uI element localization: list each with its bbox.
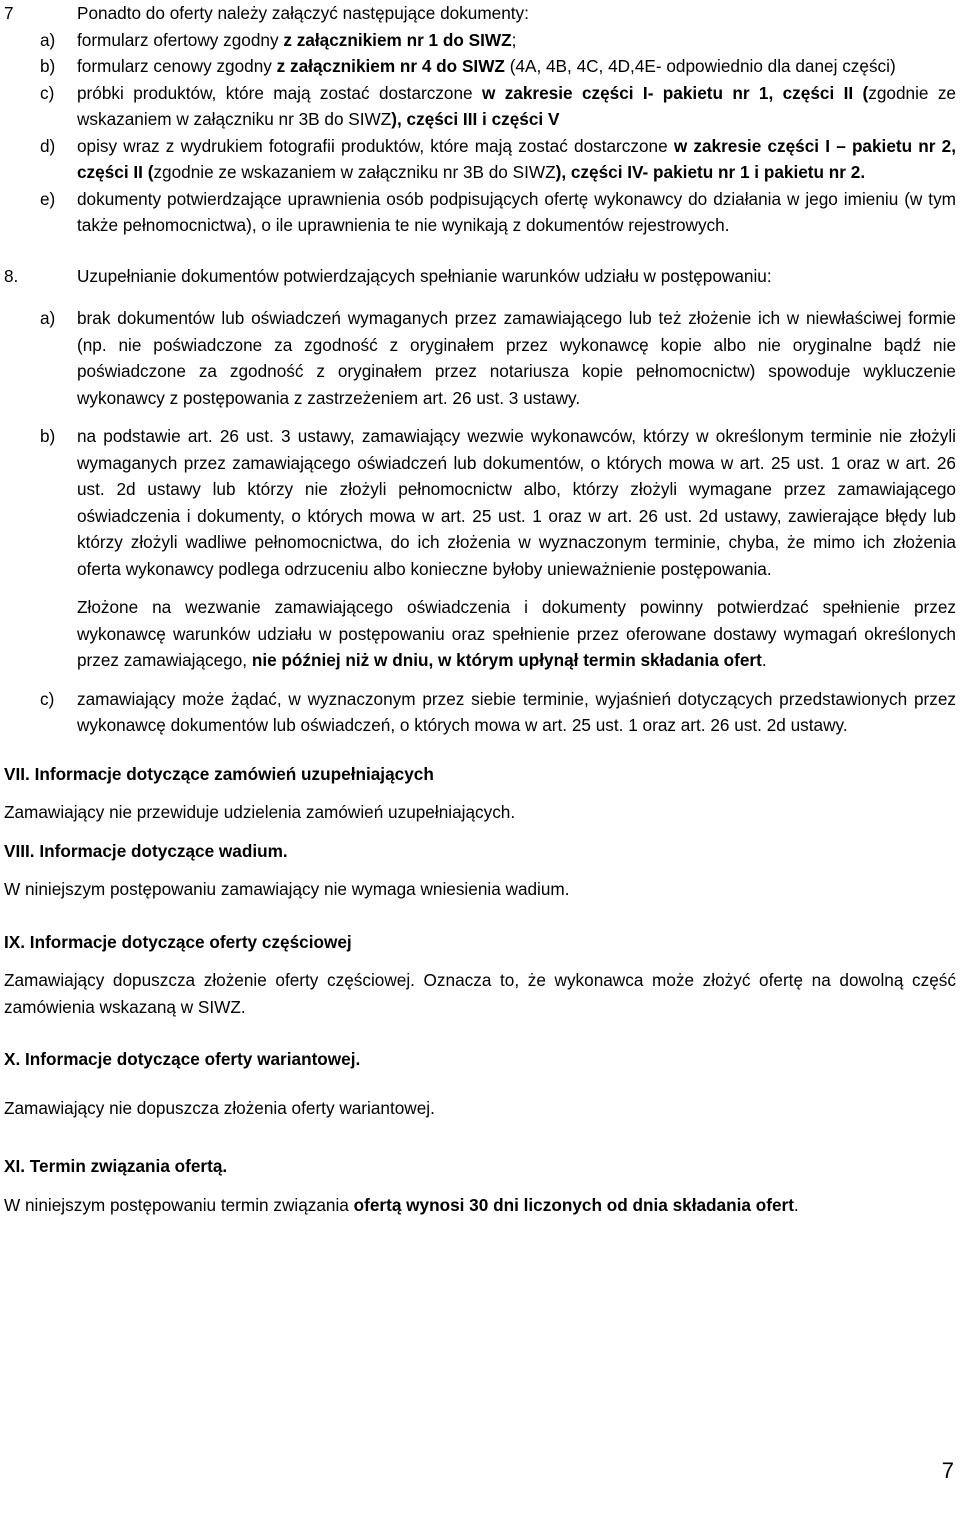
list-text xyxy=(77,53,956,80)
list-marker: a) xyxy=(40,29,56,50)
list-marker: b) xyxy=(40,426,56,446)
text-run: zgodnie ze wskazaniem w załączniku nr 3B do SIWZ xyxy=(153,162,556,182)
list-text xyxy=(77,423,956,582)
text-run: zgodnie ze wskazaniem w załączniku nr 3B do SIWZ xyxy=(77,82,956,129)
list-marker: d) xyxy=(40,135,56,156)
text-run: próbki produktów, które mają zostać dostarczone xyxy=(77,82,482,103)
item-8-point-b xyxy=(0,423,960,582)
bold-text-run: ), części III i części V xyxy=(391,109,560,129)
item-8-point-a xyxy=(0,305,960,411)
list-marker: c) xyxy=(40,82,55,103)
list-marker: b) xyxy=(40,56,56,76)
item-7-point-c xyxy=(0,80,960,133)
text-run: opisy wraz z wydrukiem fotografii produktów, które mają zostać dostarczone xyxy=(77,135,674,156)
item-8-intro xyxy=(0,263,960,290)
section-viii-heading: VIII. Informacje dotyczące wadium. xyxy=(4,840,288,861)
bold-text-run: z załącznikiem nr 4 do SIWZ xyxy=(276,56,505,76)
text-run: formularz cenowy zgodny xyxy=(77,56,277,76)
bold-text-run: nie później niż w dniu, w którym upłynął termin składania ofert xyxy=(251,650,762,670)
item-8-continuation xyxy=(0,594,960,674)
section-ix-heading: IX. Informacje dotyczące oferty częściowej xyxy=(4,931,352,952)
text-run: na podstawie art. 26 ust. 3 ustawy, zamawiający wezwie wykonawców, którzy w określonym terminie nie złożyli wymaganych przez zamawiającego oświadczeń lub dokumentów, o których mowa w art. 25 ust. 1 oraz w art. 26 ust. 2d ustawy lub którzy nie złożyli pełnomocnictw albo, którzy złożyli wymagane przez zamawiającego oświadczenia i dokumenty, o których mowa w art. 25 ust. 1 oraz w art. 26 ust. 2d ustawy, zawierające błędy lub którzy złożyli wadliwe pełnomocnictwa, do ich złożenia w wyznaczonym terminie, chyba, że mimo ich złożenia oferta wykonawcy podlega odrzuceniu albo konieczne byłoby unieważnienie postępowania. xyxy=(77,426,956,579)
text-run: formularz ofertowy zgodny xyxy=(77,29,284,50)
text-run: . xyxy=(793,1194,799,1215)
bold-text-run: ofertą wynosi 30 dni liczonych od dnia składania ofert xyxy=(353,1194,794,1215)
item-8-point-c xyxy=(0,686,960,739)
text-run: ; xyxy=(511,29,517,50)
section-x-body xyxy=(0,1095,960,1122)
text-run: W niniejszym postępowaniu zamawiający nie wymaga wniesienia wadium. xyxy=(4,879,570,899)
item-7-list xyxy=(0,27,960,239)
section-xi-body xyxy=(0,1192,960,1219)
list-text xyxy=(77,186,956,239)
section-viii-body xyxy=(0,876,960,903)
text-run: W niniejszym postępowaniu termin związania xyxy=(4,1194,354,1215)
section-ix-body xyxy=(0,967,960,1020)
item-7-point-a xyxy=(0,27,960,54)
text-run: zamawiający może żądać, w wyznaczonym przez siebie terminie, wyjaśnień dotyczących przedstawionych przez wykonawcę dokumentów lub oświadczeń, o których mowa w art. 25 ust. 1 oraz art. 26 ust. 2d ustawy. xyxy=(77,688,956,735)
text-run: brak dokumentów lub oświadczeń wymaganych przez zamawiającego lub też złożenie ich w niewłaściwej formie (np. nie poświadczone za zgodność z oryginałem przez wykonawcę kopie albo nie oryginalne bądź nie poświadczone za zgodność z oryginałem przez notariusza kopie pełnomocnictw) spowoduje wykluczenie wykonawcy z postępowania z zastrzeżeniem art. 26 ust. 3 ustawy. xyxy=(77,308,956,408)
bold-text-run: ), części IV- pakietu nr 1 i pakietu nr 2. xyxy=(555,162,866,182)
item-7-point-d xyxy=(0,133,960,186)
item-7-point-e xyxy=(0,186,960,239)
list-text xyxy=(77,80,956,133)
section-vii-body xyxy=(0,799,960,826)
text-run: Złożone na wezwanie zamawiającego oświadczenia i dokumenty powinny potwierdzać spełnienie przez wykonawcę warunków udziału w postępowaniu oraz spełnienie przez oferowane dostawy wymagań określonych przez zamawiającego, xyxy=(77,597,956,670)
list-text xyxy=(77,305,956,411)
bold-text-run: z załącznikiem nr 1 do SIWZ xyxy=(283,29,512,50)
item-8-intro-text: Uzupełnianie dokumentów potwierdzających spełnianie warunków udziału w postępowaniu: xyxy=(77,265,772,286)
text-run: Zamawiający dopuszcza złożenie oferty częściowej. Oznacza to, że wykonawca może złożyć ofertę na dowolną część zamówienia wskazaną w SIWZ. xyxy=(4,970,956,1017)
item-7-intro-text: Ponadto do oferty należy załączyć następujące dokumenty: xyxy=(77,3,529,23)
text-run: (4A, 4B, 4C, 4D,4E- odpowiednio dla danej części) xyxy=(504,56,896,76)
text-run: Zamawiający nie dopuszcza złożenia oferty wariantowej. xyxy=(4,1097,435,1118)
text-run: dokumenty potwierdzające uprawnienia osób podpisujących ofertę wykonawcy do działania w jego imieniu (w tym także pełnomocnictwa), o ile uprawnienia te nie wynikają z dokumentów rejestrowych. xyxy=(77,188,956,235)
item-7-point-b xyxy=(0,53,960,80)
bold-text-run: w zakresie części I- pakietu nr 1, części II ( xyxy=(481,82,869,103)
list-marker: e) xyxy=(40,188,56,209)
list-text xyxy=(77,686,956,739)
item-7-intro xyxy=(0,0,960,27)
page-number: 7 xyxy=(941,1458,954,1483)
text-run: . xyxy=(761,650,767,670)
text-run: Zamawiający nie przewiduje udzielenia zamówień uzupełniających. xyxy=(4,802,516,822)
list-text xyxy=(77,133,956,186)
list-marker: c) xyxy=(40,688,55,709)
item-7-number: 7 xyxy=(4,3,14,23)
list-marker: a) xyxy=(40,308,56,328)
item-8-list xyxy=(0,305,960,739)
section-vii-heading: VII. Informacje dotyczące zamówień uzupełniających xyxy=(4,763,434,784)
section-xi-heading: XI. Termin związania ofertą. xyxy=(4,1156,228,1176)
continuation-text xyxy=(77,594,956,674)
item-8-number: 8. xyxy=(4,265,19,286)
section-x-heading: X. Informacje dotyczące oferty wariantowej. xyxy=(4,1049,361,1069)
list-text xyxy=(77,27,956,54)
bold-text-run: w zakresie części I – pakietu nr 2, części II ( xyxy=(77,135,957,182)
